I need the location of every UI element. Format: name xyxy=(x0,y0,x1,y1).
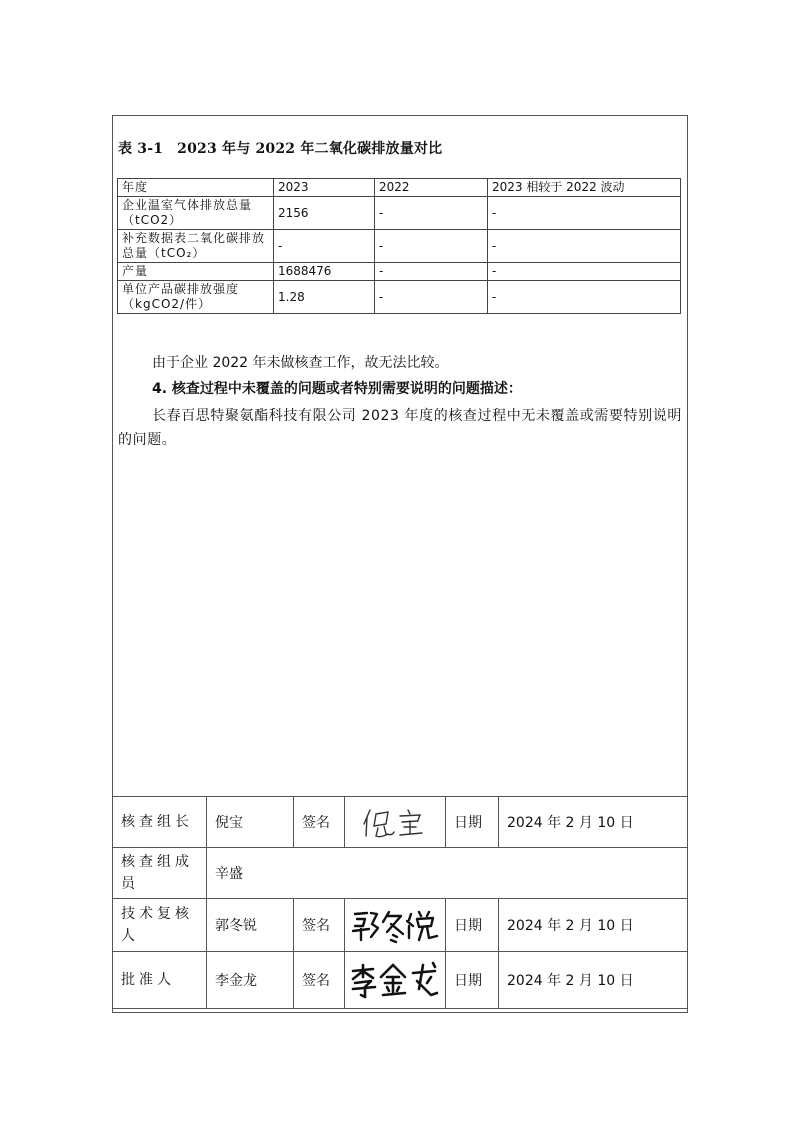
signature-table xyxy=(112,796,688,1009)
leader-signature xyxy=(345,797,446,848)
table-cell: - xyxy=(375,197,488,230)
reviewer-signature xyxy=(345,899,446,952)
table-row xyxy=(118,281,681,314)
approver-signature xyxy=(345,952,446,1009)
sign-label: 签名 xyxy=(294,797,345,848)
table-row xyxy=(118,230,681,263)
header-cell: 2022 xyxy=(375,179,488,197)
table-row xyxy=(118,263,681,281)
table-cell: - xyxy=(488,197,681,230)
section-heading: 4. 核查过程中未覆盖的问题或者特别需要说明的问题描述： xyxy=(152,381,522,397)
leader-row xyxy=(113,797,688,848)
header-cell: 2023 相较于 2022 波动 xyxy=(488,179,681,197)
header-cell: 2023 xyxy=(274,179,375,197)
leader-label: 核查组长 xyxy=(113,797,207,848)
reviewer-label: 技术复核人 xyxy=(113,899,207,952)
approver-signature-image xyxy=(347,959,443,1001)
table-cell: - xyxy=(274,230,375,263)
sign-label: 签名 xyxy=(294,952,345,1009)
member-name: 辛盛 xyxy=(207,848,688,899)
approver-date: 2024 年 2 月 10 日 xyxy=(499,952,688,1009)
comparison-table xyxy=(117,178,681,314)
table-cell: - xyxy=(375,230,488,263)
header-cell: 年度 xyxy=(118,179,274,197)
table-cell: 2156 xyxy=(274,197,375,230)
table-cell: - xyxy=(488,263,681,281)
approver-row xyxy=(113,952,688,1009)
section-body: 长春百思特聚氨酯科技有限公司 2023 年度的核查过程中无未覆盖或需要特别说明的问题。 xyxy=(118,408,682,448)
sign-label: 签名 xyxy=(294,899,345,952)
table-title-text: 2023 年与 2022 年二氧化碳排放量对比 xyxy=(177,141,443,157)
date-label: 日期 xyxy=(446,797,499,848)
table-header-row xyxy=(118,179,681,197)
table-cell: - xyxy=(375,263,488,281)
reviewer-name: 郭冬锐 xyxy=(207,899,294,952)
reviewer-date: 2024 年 2 月 10 日 xyxy=(499,899,688,952)
member-label: 核查组成员 xyxy=(113,848,207,899)
table-cell: - xyxy=(488,281,681,314)
reviewer-signature-image xyxy=(347,904,443,946)
approver-label: 批准人 xyxy=(113,952,207,1009)
table-cell: 1688476 xyxy=(274,263,375,281)
table-cell: 补充数据表二氧化碳排放总量（tCO₂） xyxy=(118,230,274,263)
table-title xyxy=(118,138,442,158)
table-cell: - xyxy=(488,230,681,263)
table-cell: 产量 xyxy=(118,263,274,281)
table-row xyxy=(118,197,681,230)
table-cell: 单位产品碳排放强度（kgCO2/件） xyxy=(118,281,274,314)
date-label: 日期 xyxy=(446,899,499,952)
table-cell: 1.28 xyxy=(274,281,375,314)
date-label: 日期 xyxy=(446,952,499,1009)
table-cell: 企业温室气体排放总量（tCO2） xyxy=(118,197,274,230)
approver-name: 李金龙 xyxy=(207,952,294,1009)
comparison-note: 由于企业 2022 年未做核查工作，故无法比较。 xyxy=(152,355,449,371)
leader-signature-image xyxy=(350,802,440,842)
member-row xyxy=(113,848,688,899)
reviewer-row xyxy=(113,899,688,952)
table-cell: - xyxy=(375,281,488,314)
leader-name: 倪宝 xyxy=(207,797,294,848)
table-number: 表 3-1 xyxy=(118,141,164,157)
leader-date: 2024 年 2 月 10 日 xyxy=(499,797,688,848)
